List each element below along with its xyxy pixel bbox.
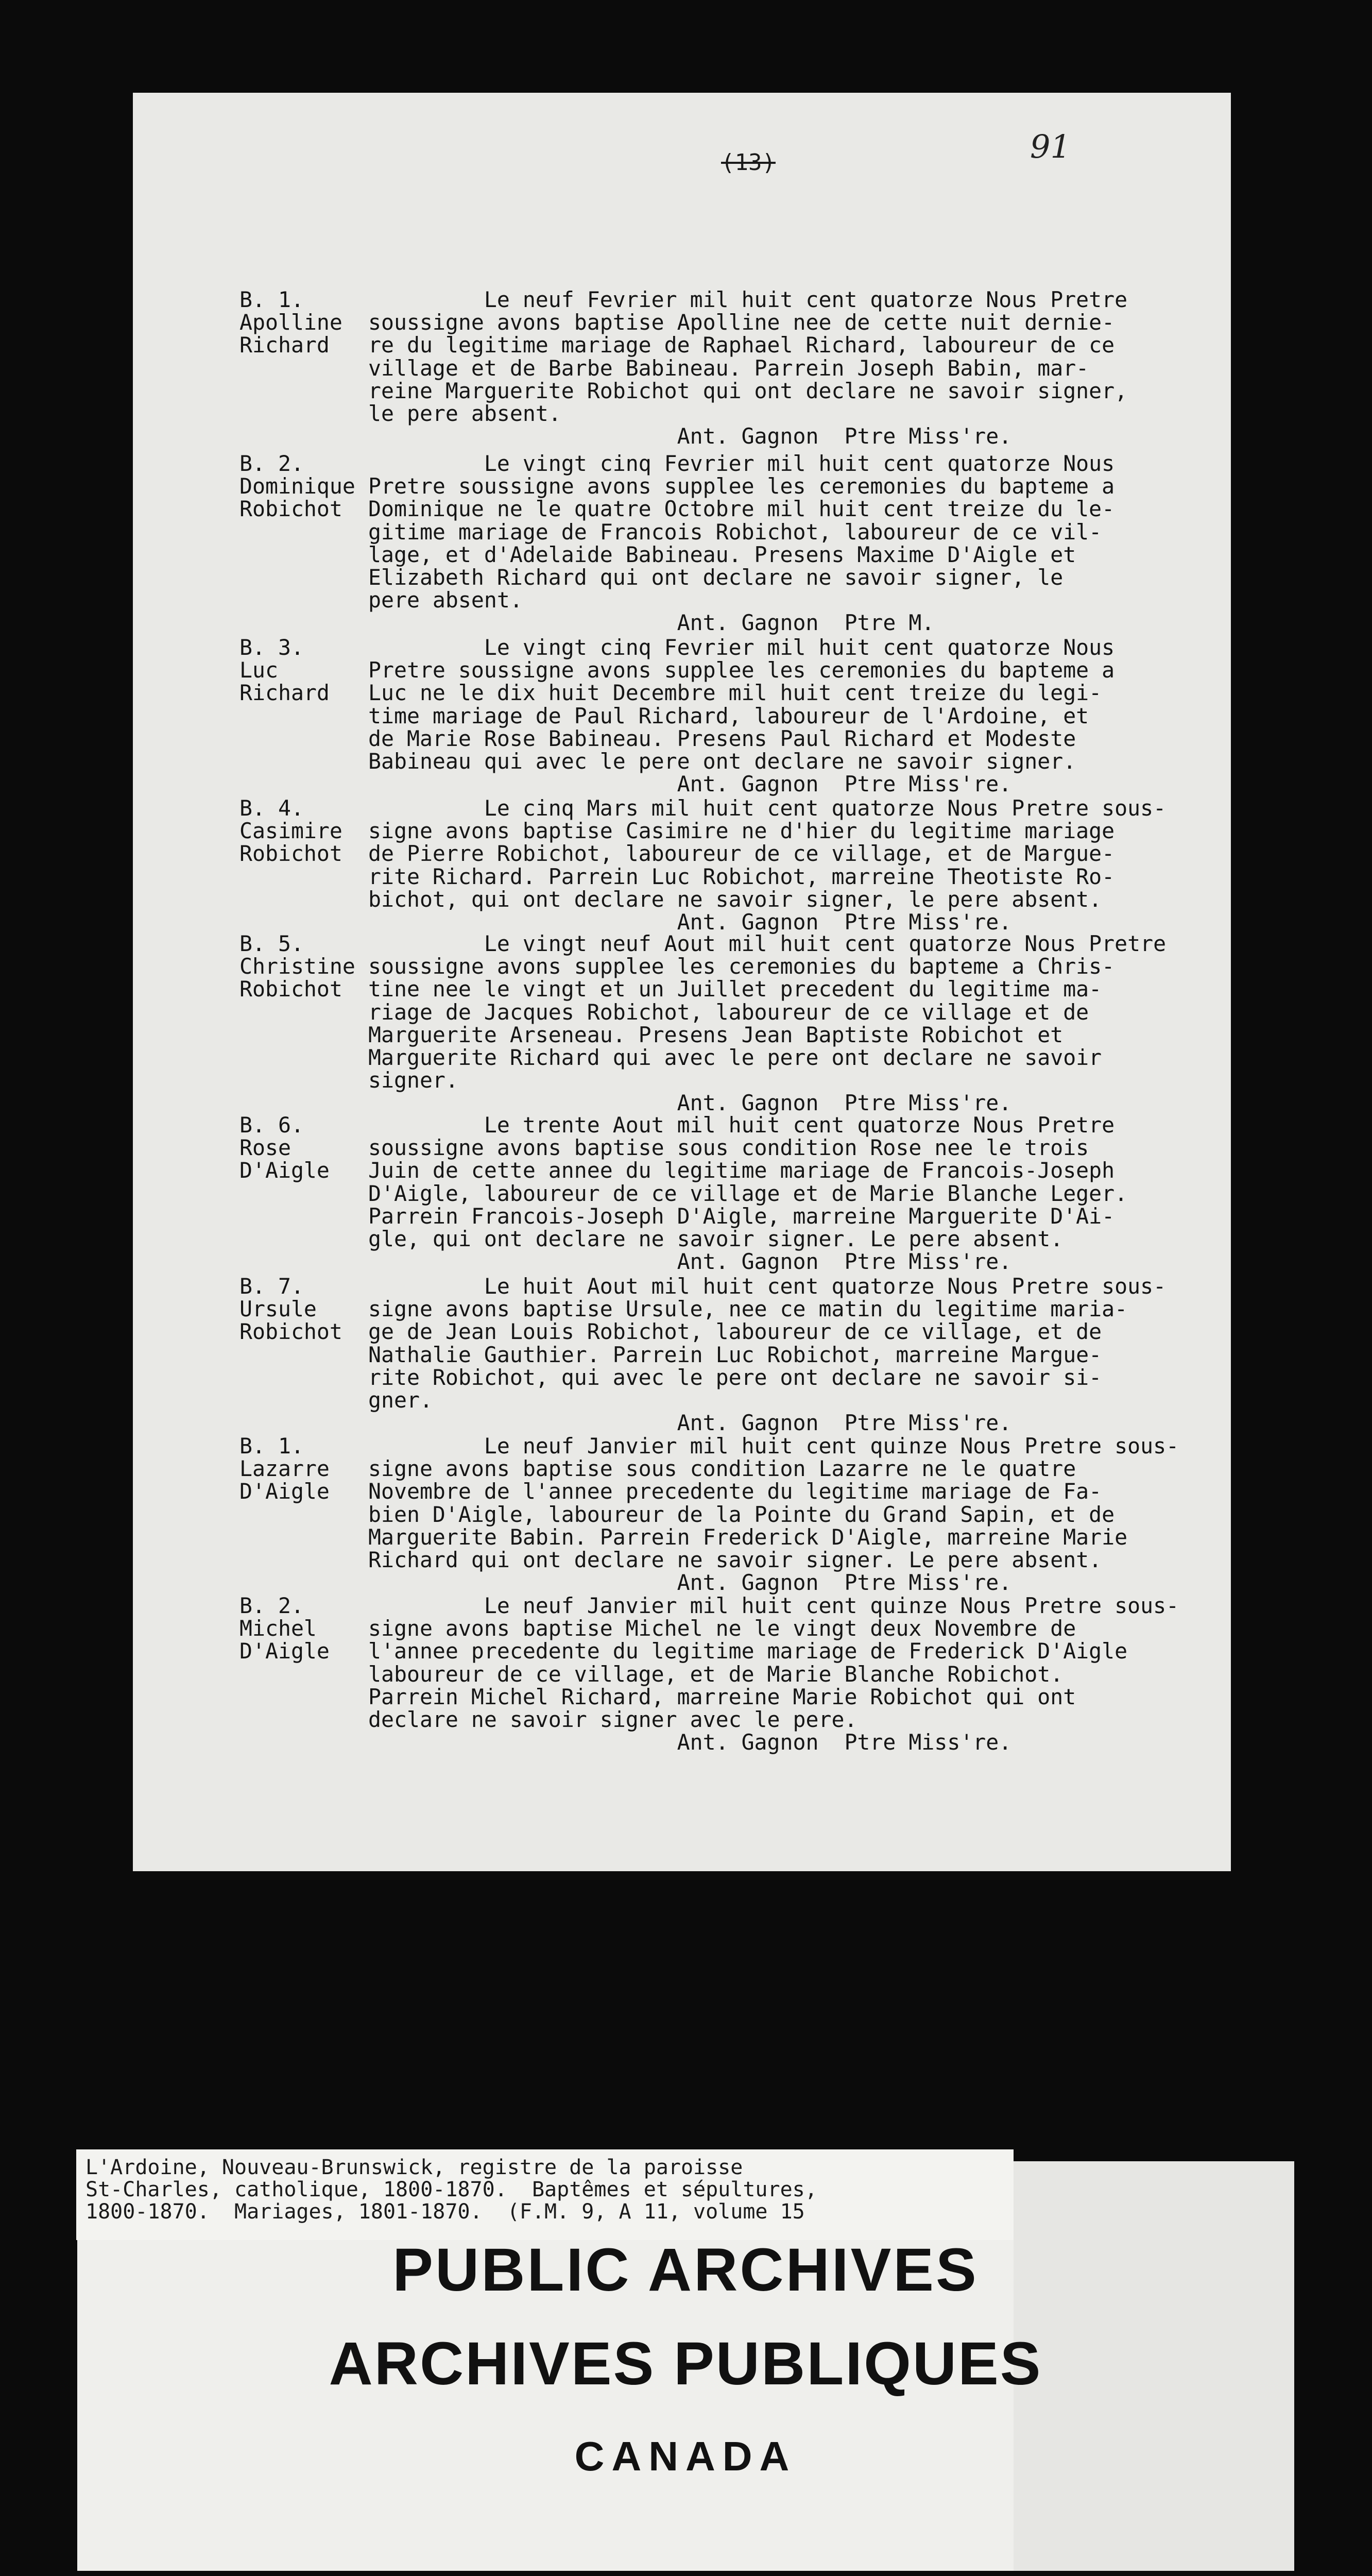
margin-line: Apolline xyxy=(239,310,342,335)
record-line: Ant. Gagnon Ptre Miss're. xyxy=(368,909,1012,935)
record-line: bien D'Aigle, laboureur de la Pointe du Grand Sapin, et de xyxy=(368,1501,1115,1527)
record-line: Ant. Gagnon Ptre Miss're. xyxy=(368,1410,1012,1436)
record-line: time mariage de Paul Richard, laboureur de l'Ardoine, et xyxy=(368,703,1089,728)
record-line: gner. xyxy=(368,1387,433,1413)
record-line: Novembre de l'annee precedente du legitime mariage de Fa- xyxy=(368,1479,1102,1504)
record-line: Luc ne le dix huit Decembre mil huit cent treize du legi- xyxy=(368,680,1102,706)
margin-line: B. 2. xyxy=(239,451,304,476)
record-line: Pretre soussigne avons supplee les ceremonies du bapteme a xyxy=(368,473,1115,499)
record-line: Ant. Gagnon Ptre Miss're. xyxy=(368,771,1012,797)
record-body xyxy=(368,933,1228,1115)
margin-line: B. 1. xyxy=(239,287,304,312)
record-line: gle, qui ont declare ne savoir signer. Le pere absent. xyxy=(368,1226,1064,1252)
record-line: Parrein Francois-Joseph D'Aigle, marreine Marguerite D'Ai- xyxy=(368,1203,1115,1229)
record-line: Pretre soussigne avons supplee les ceremonies du bapteme a xyxy=(368,657,1115,683)
record-body xyxy=(368,1595,1228,1754)
margin-line: B. 7. xyxy=(239,1274,304,1299)
record-line: Le cinq Mars mil huit cent quatorze Nous Pretre sous- xyxy=(368,795,1167,821)
record-line: Le trente Aout mil huit cent quatorze Nous Pretre xyxy=(368,1112,1115,1138)
record-line: soussigne avons supplee les ceremonies du bapteme a Chris- xyxy=(368,954,1115,979)
margin-line: B. 5. xyxy=(239,931,304,956)
record-line: gitime mariage de Francois Robichot, laboureur de ce vil- xyxy=(368,519,1102,545)
record-line: reine Marguerite Robichot qui ont declare ne savoir signer, xyxy=(368,378,1128,403)
record-line: de Marie Rose Babineau. Presens Paul Richard et Modeste xyxy=(368,725,1076,751)
record-body xyxy=(368,1114,1228,1273)
record-line: de Pierre Robichot, laboureur de ce village, et de Margue- xyxy=(368,841,1115,867)
record-margin-note xyxy=(239,1595,368,1663)
record-line: Elizabeth Richard qui ont declare ne savoir signer, le xyxy=(368,565,1064,590)
record-line: Parrein Michel Richard, marreine Marie Robichot qui ont xyxy=(368,1684,1076,1709)
record-line: Le huit Aout mil huit cent quatorze Nous Pretre sous- xyxy=(368,1274,1167,1299)
record-line: Ant. Gagnon Ptre Miss're. xyxy=(368,1570,1012,1596)
record-line: signe avons baptise sous condition Lazarre ne le quatre xyxy=(368,1456,1076,1482)
label-line: St-Charles, catholique, 1800-1870. Baptêmes et sépultures, xyxy=(85,2178,817,2201)
record-line: Richard qui ont declare ne savoir signer. Le pere absent. xyxy=(368,1547,1102,1573)
record-body xyxy=(368,1275,1228,1434)
margin-line: B. 2. xyxy=(239,1593,304,1618)
record-body xyxy=(368,1435,1228,1594)
record-margin-note xyxy=(239,1435,368,1503)
record-line: le pere absent. xyxy=(368,401,561,427)
margin-line: Dominique xyxy=(239,473,355,499)
record-margin-note xyxy=(239,797,368,866)
record-line: Marguerite Babin. Parrein Frederick D'Aigle, marreine Marie xyxy=(368,1524,1128,1550)
margin-line: B. 3. xyxy=(239,635,304,660)
record-body xyxy=(368,797,1228,934)
record-line: soussigne avons baptise sous condition Rose nee le trois xyxy=(368,1135,1089,1161)
record-margin-note xyxy=(239,289,368,357)
record-line: signe avons baptise Michel ne le vingt deux Novembre de xyxy=(368,1616,1076,1641)
margin-line: Robichot xyxy=(239,976,342,1002)
record-line: signe avons baptise Casimire ne d'hier du legitime mariage xyxy=(368,818,1115,844)
record-margin-note xyxy=(239,1114,368,1182)
margin-line: B. 1. xyxy=(239,1433,304,1459)
record-line: Le vingt cinq Fevrier mil huit cent quatorze Nous xyxy=(368,451,1115,476)
record-line: soussigne avons baptise Apolline nee de cette nuit dernie- xyxy=(368,310,1115,335)
page-number: (13) xyxy=(721,149,776,176)
record-line: riage de Jacques Robichot, laboureur de ce village et de xyxy=(368,999,1089,1025)
record-line: Babineau qui avec le pere ont declare ne savoir signer. xyxy=(368,749,1076,774)
record-line: Ant. Gagnon Ptre Miss're. xyxy=(368,1090,1012,1116)
record-line: Nathalie Gauthier. Parrein Luc Robichot, marreine Margue- xyxy=(368,1342,1102,1367)
stamp-archives-publiques: ARCHIVES PUBLIQUES xyxy=(329,2330,1042,2398)
record-line: l'annee precedente du legitime mariage de Frederick D'Aigle xyxy=(368,1638,1128,1664)
record-line: Le vingt cinq Fevrier mil huit cent quatorze Nous xyxy=(368,635,1115,660)
record-line: Marguerite Richard qui avec le pere ont declare ne savoir xyxy=(368,1045,1102,1071)
label-line: L'Ardoine, Nouveau-Brunswick, registre de la paroisse xyxy=(85,2156,743,2179)
record-line: D'Aigle, laboureur de ce village et de Marie Blanche Leger. xyxy=(368,1180,1128,1206)
margin-line: D'Aigle xyxy=(239,1638,330,1664)
record-line: declare ne savoir signer avec le pere. xyxy=(368,1707,858,1733)
record-line: bichot, qui ont declare ne savoir signer, le pere absent. xyxy=(368,886,1102,912)
record-line: Juin de cette annee du legitime mariage de Francois-Joseph xyxy=(368,1158,1115,1183)
margin-line: Christine xyxy=(239,954,355,979)
record-line: Dominique ne le quatre Octobre mil huit cent treize du le- xyxy=(368,496,1115,522)
margin-line: Rose xyxy=(239,1135,291,1161)
record-body xyxy=(368,636,1228,795)
record-line: Ant. Gagnon Ptre M. xyxy=(368,610,935,636)
record-line: pere absent. xyxy=(368,587,523,613)
margin-line: Casimire xyxy=(239,818,342,844)
folio-number: 91 xyxy=(1030,128,1071,165)
margin-line: Robichot xyxy=(239,496,342,522)
record-line: Marguerite Arseneau. Presens Jean Baptiste Robichot et xyxy=(368,1022,1064,1047)
stamp-canada: CANADA xyxy=(574,2433,797,2479)
record-line: tine nee le vingt et un Juillet precedent du legitime ma- xyxy=(368,976,1102,1002)
record-line: lage, et d'Adelaide Babineau. Presens Maxime D'Aigle et xyxy=(368,541,1076,567)
record-margin-note xyxy=(239,933,368,1001)
record-line: rite Robichot, qui avec le pere ont declare ne savoir si- xyxy=(368,1364,1102,1390)
margin-line: Lazarre xyxy=(239,1456,330,1482)
record-line: Le neuf Janvier mil huit cent quinze Nous Pretre sous- xyxy=(368,1433,1179,1459)
record-margin-note xyxy=(239,1275,368,1344)
record-line: re du legitime mariage de Raphael Richard, laboureur de ce xyxy=(368,332,1115,358)
record-line: signe avons baptise Ursule, nee ce matin du legitime maria- xyxy=(368,1296,1128,1322)
label-line: 1800-1870. Mariages, 1801-1870. (F.M. 9, A 11, volume 15 xyxy=(85,2200,805,2224)
stamp-public-archives: PUBLIC ARCHIVES xyxy=(392,2236,979,2304)
record-line: Ant. Gagnon Ptre Miss're. xyxy=(368,1249,1012,1275)
margin-line: D'Aigle xyxy=(239,1158,330,1183)
margin-line: Michel xyxy=(239,1616,317,1641)
margin-line: Ursule xyxy=(239,1296,317,1322)
record-line: Le neuf Fevrier mil huit cent quatorze Nous Pretre xyxy=(368,287,1128,312)
record-margin-note xyxy=(239,452,368,521)
margin-line: Richard xyxy=(239,332,330,358)
margin-line: D'Aigle xyxy=(239,1479,330,1504)
record-line: Le vingt neuf Aout mil huit cent quatorze Nous Pretre xyxy=(368,931,1167,956)
margin-line: Richard xyxy=(239,680,330,706)
record-line: rite Richard. Parrein Luc Robichot, marreine Theotiste Ro- xyxy=(368,863,1115,889)
archive-reference-label xyxy=(76,2149,1014,2240)
record-line: laboureur de ce village, et de Marie Blanche Robichot. xyxy=(368,1661,1064,1687)
margin-line: Robichot xyxy=(239,1319,342,1345)
record-body xyxy=(368,452,1228,635)
margin-line: Robichot xyxy=(239,841,342,867)
record-line: Ant. Gagnon Ptre Miss're. xyxy=(368,423,1012,449)
record-line: signer. xyxy=(368,1067,458,1093)
margin-line: B. 4. xyxy=(239,795,304,821)
record-body xyxy=(368,289,1228,448)
margin-line: B. 6. xyxy=(239,1112,304,1138)
record-line: ge de Jean Louis Robichot, laboureur de ce village, et de xyxy=(368,1319,1102,1345)
margin-line: Luc xyxy=(239,657,278,683)
record-line: Le neuf Janvier mil huit cent quinze Nous Pretre sous- xyxy=(368,1593,1179,1618)
record-line: village et de Barbe Babineau. Parrein Joseph Babin, mar- xyxy=(368,355,1089,381)
record-margin-note xyxy=(239,636,368,705)
record-line: Ant. Gagnon Ptre Miss're. xyxy=(368,1730,1012,1755)
